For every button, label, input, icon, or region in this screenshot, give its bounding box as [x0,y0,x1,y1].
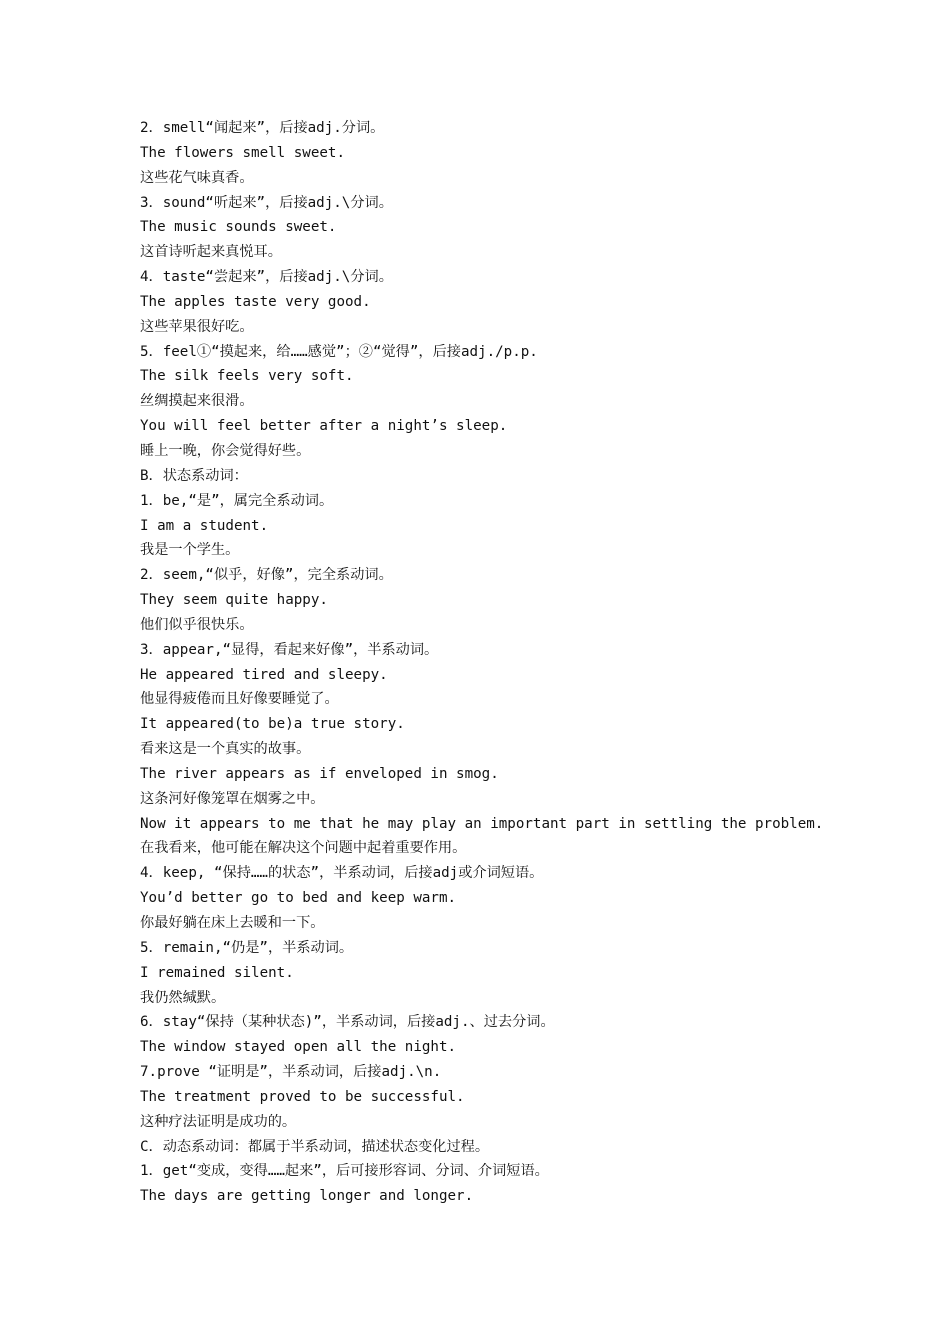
text-line: 7.prove “证明是”，半系动词，后接adj.\n. [140,1064,442,1081]
text-line: He appeared tired and sleepy. [140,666,388,683]
text-line: B．状态系动词： [140,467,248,484]
text-line: 这条河好像笼罩在烟雾之中。 [140,790,325,807]
text-line: 你最好躺在床上去暖和一下。 [140,915,325,931]
text-line: 1．be,“是”，属完全系动词。 [140,492,334,509]
text-line: 这些苹果很好吃。 [140,318,254,335]
text-line: The window stayed open all the night. [140,1039,457,1056]
text-line: 4．taste“尝起来”，后接adj.\分词。 [140,269,393,286]
document-body [140,116,840,1209]
text-line: I am a student. [140,517,269,534]
text-line: They seem quite happy. [140,592,328,609]
text-line: Now it appears to me that he may play an important part in settling the problem. [140,815,824,832]
text-line: 我是一个学生。 [140,542,240,559]
text-line: It appeared(to be)a true story. [140,716,405,733]
text-line: 5．remain,“仍是”，半系动词。 [140,939,354,956]
text-line: 睡上一晚，你会觉得好些。 [140,442,311,459]
text-line: 在我看来，他可能在解决这个问题中起着重要作用。 [140,840,467,857]
text-line: The music sounds sweet. [140,219,337,236]
text-line: 4．keep, “保持……的状态”，半系动词，后接adj或介词短语。 [140,865,544,882]
text-line: 这首诗听起来真悦耳。 [140,244,282,261]
text-line: The river appears as if enveloped in smog. [140,765,499,782]
text-line: 看来这是一个真实的故事。 [140,741,311,758]
text-line: The flowers smell sweet. [140,144,345,161]
text-line: You will feel better after a night’s sleep. [140,418,508,435]
text-line: 6．stay“保持（某种状态)”，半系动词，后接adj.、过去分词。 [140,1014,555,1031]
text-line: C．动态系动词：都属于半系动词，描述状态变化过程。 [140,1138,490,1155]
text-line: The days are getting longer and longer. [140,1188,474,1205]
text-line: The silk feels very soft. [140,368,354,385]
text-line: 2．seem,“似乎，好像”，完全系动词。 [140,567,393,584]
text-line: 3．sound“听起来”，后接adj.\分词。 [140,194,393,211]
text-line: You’d better go to bed and keep warm. [140,890,457,907]
text-line: 1．get“变成，变得……起来”，后可接形容词、分词、介词短语。 [140,1163,549,1180]
text-line: 我仍然缄默。 [140,989,226,1006]
text-line: 他们似乎很快乐。 [140,616,254,633]
text-line: 2．smell“闻起来”，后接adj.分词。 [140,120,385,136]
text-line: The treatment proved to be successful. [140,1088,465,1105]
text-line: I remained silent. [140,964,294,981]
text-line: 这种疗法证明是成功的。 [140,1113,297,1130]
text-line: 丝绸摸起来很滑。 [140,393,254,410]
text-line: 5．feel①“摸起来，给……感觉”；②“觉得”，后接adj./p.p. [140,343,538,360]
text-line: 他显得疲倦而且好像要睡觉了。 [140,691,339,708]
text-line: The apples taste very good. [140,293,371,310]
text-line: 3．appear,“显得，看起来好像”，半系动词。 [140,641,439,658]
text-line: 这些花气味真香。 [140,169,254,186]
